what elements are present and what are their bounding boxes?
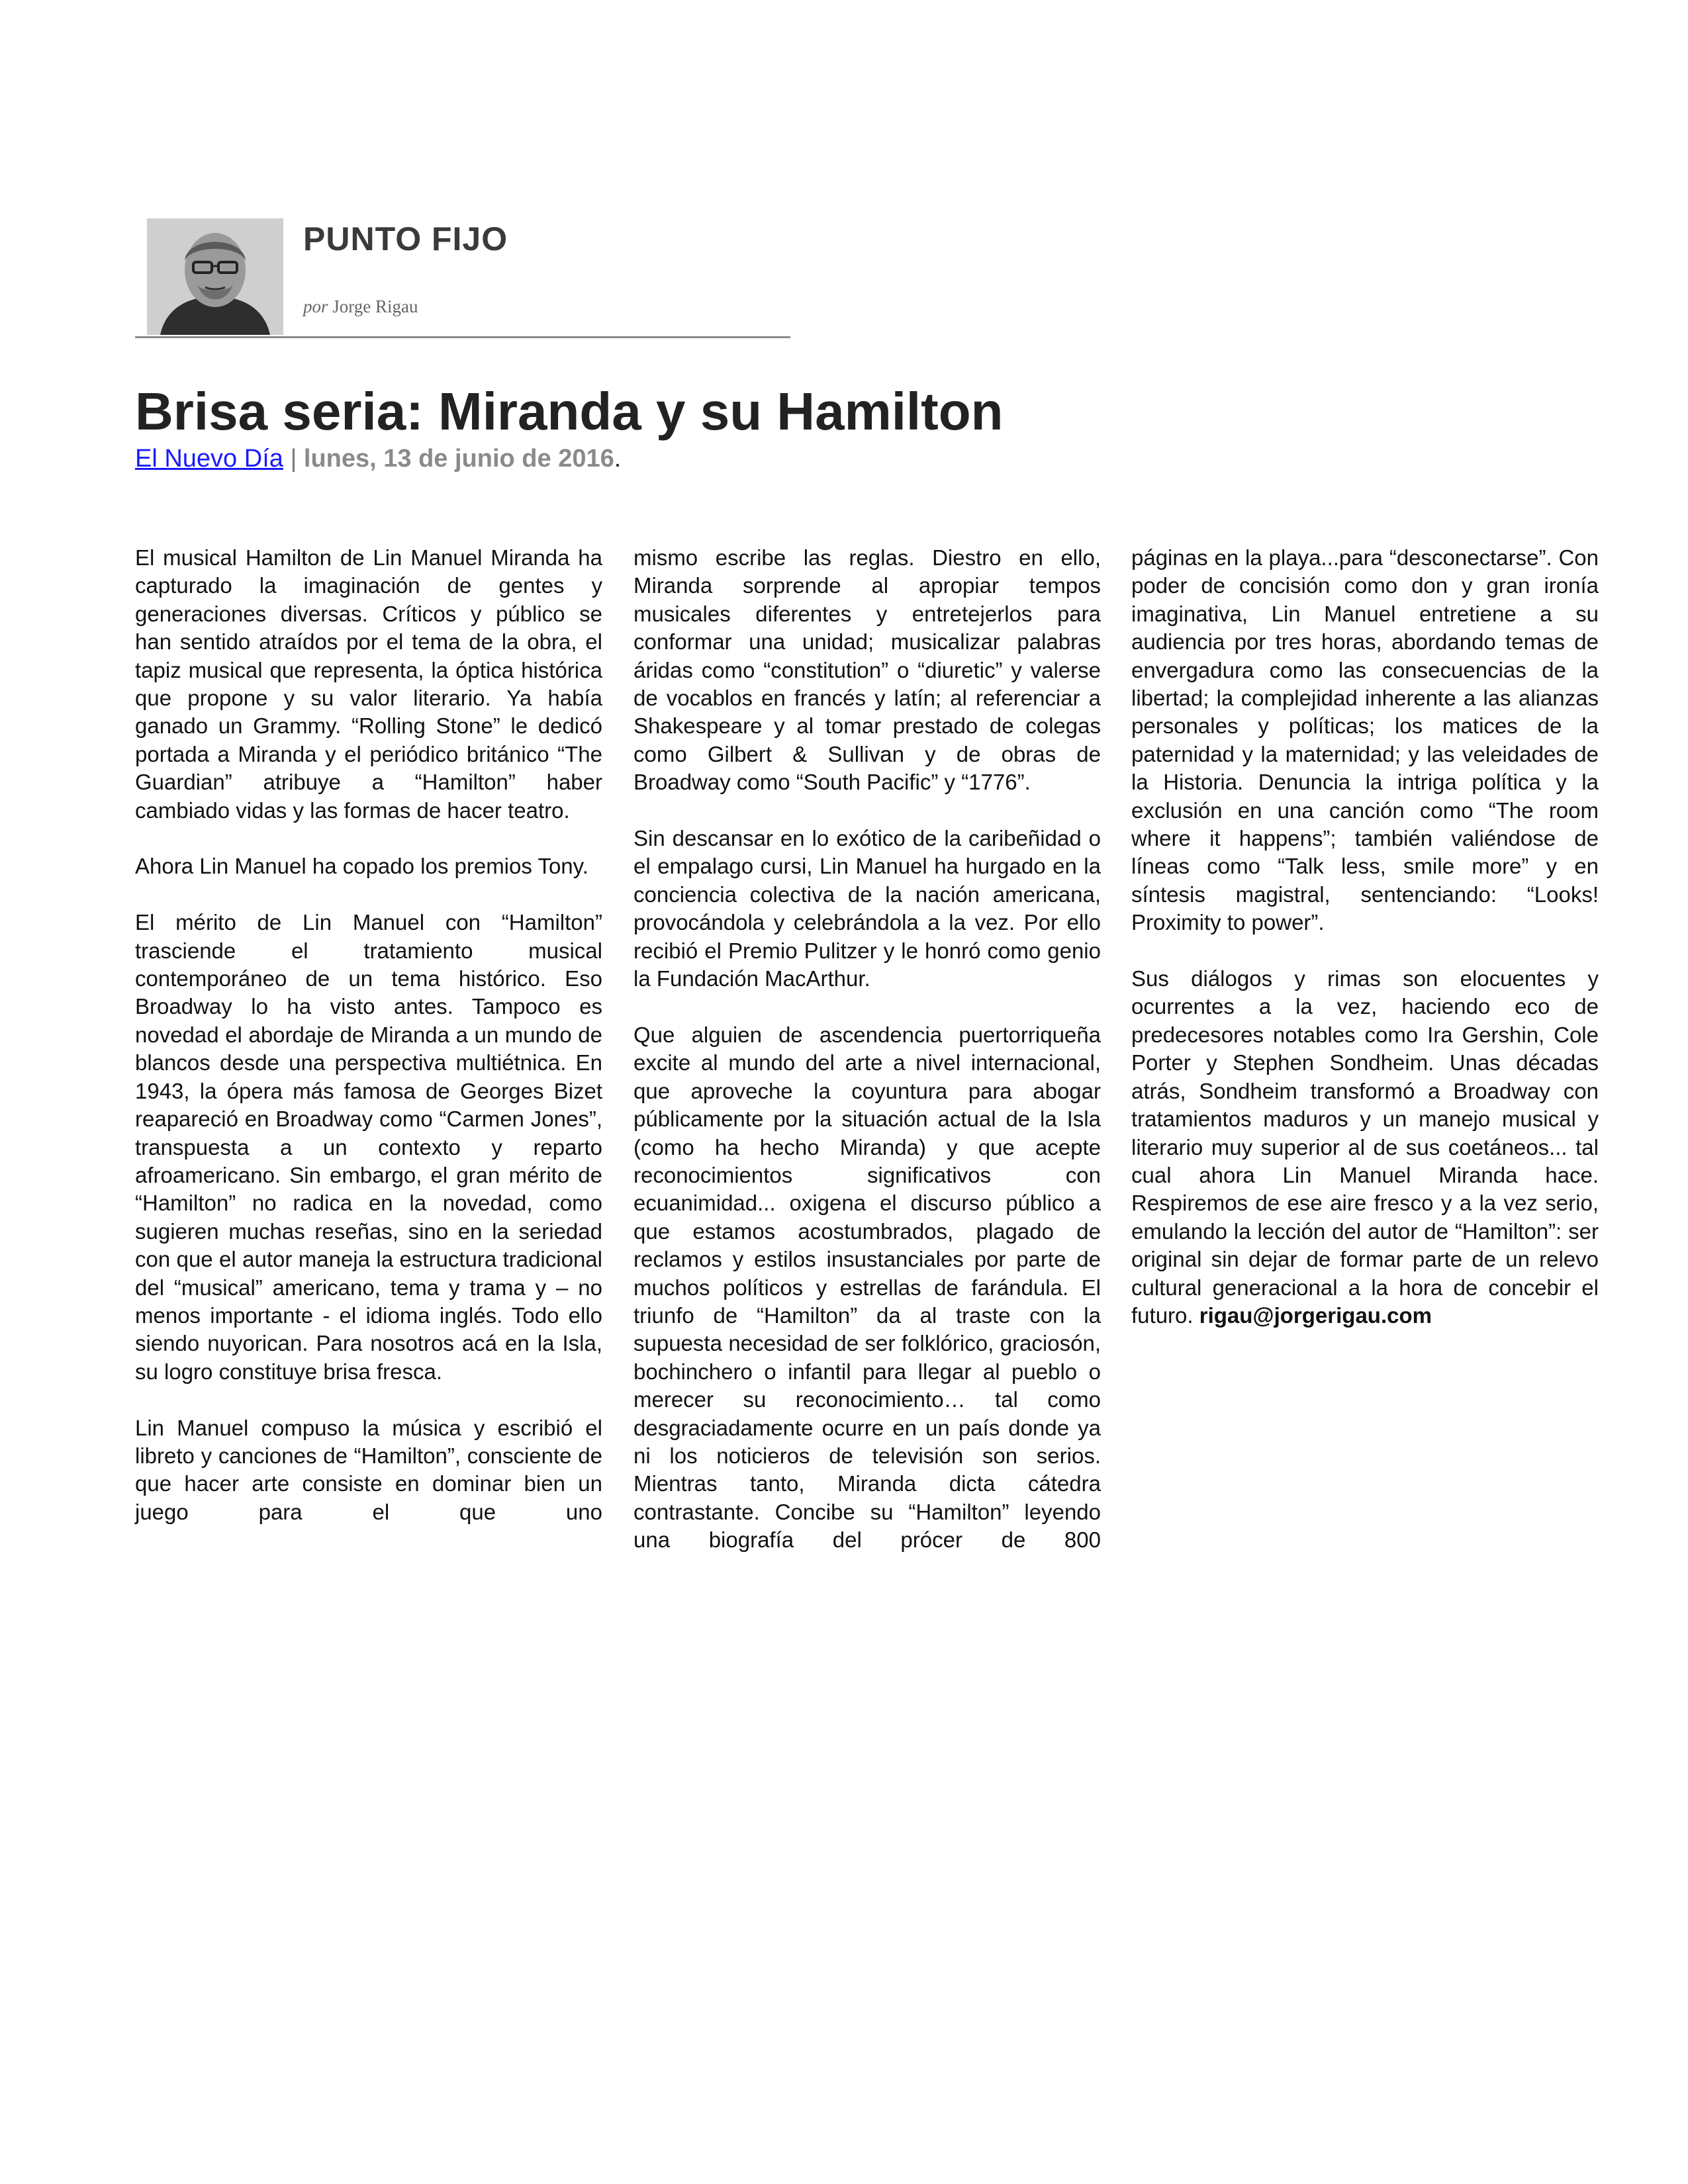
byline xyxy=(303,296,418,317)
article-paragraph: El mérito de Lin Manuel con “Hamilton” trasciende el tratamiento musical contemporáneo de un tema histórico. Eso Broadway lo ha visto antes. Tampoco es novedad el abordaje de Miranda a un mundo de blancos desde una perspectiva multiétnica. En 1943, la ópera más famosa de Georges Bizet reapareció en Broadway como “Carmen Jones”, transpuesta a un contexto y reparto afroamericano. Sin embargo, el gran mérito de “Hamilton” no radica en la novedad, como sugieren muchas reseñas, sino en la seriedad con que el autor maneja la estructura tradicional del “musical” americano, tema y trama y – no menos importante - el idioma inglés. Todo ello siendo nuyorican. Para nosotros acá en la Isla, su logro constituye brisa fresca. xyxy=(135,910,602,1384)
article-column-2 xyxy=(633,544,1101,1582)
article-paragraph: Ahora Lin Manuel ha copado los premios Tony. xyxy=(135,854,588,879)
author-email[interactable]: rigau@jorgerigau.com xyxy=(1199,1302,1432,1328)
article-paragraph: Lin Manuel compuso la música y escribió el libreto y canciones de “Hamilton”, consciente de que hacer arte consiste en dominar bien un juego para el que uno xyxy=(135,1415,602,1524)
article-paragraph: mismo escribe las reglas. Diestro en ello, Miranda sorprende al apropiar tempos musicales diferentes y entretejerlos para conformar una unidad; musicalizar palabras áridas como “constitution” o “diuretic” y valerse de vocablos en francés y latín; al referenciar a Shakespeare y al tomar prestado de colegas como Gilbert & Sullivan y de obras de Broadway como “South Pacific” y “1776”. xyxy=(633,545,1101,795)
article-paragraph xyxy=(1131,965,1599,1330)
article-headline: Brisa seria: Miranda y su Hamilton xyxy=(135,382,1004,441)
article-source-line xyxy=(135,445,621,473)
source-separator: | xyxy=(290,445,297,473)
author-name: Jorge Rigau xyxy=(332,296,418,316)
author-portrait-icon xyxy=(147,218,283,335)
publication-link[interactable]: El Nuevo Día xyxy=(135,445,283,473)
author-photo xyxy=(147,218,283,335)
byline-prefix: por xyxy=(303,296,328,316)
article-paragraph: Sin descansar en lo exótico de la caribeñidad o el empalago cursi, Lin Manuel ha hurgado en la conciencia colectiva de la nación americana, provocándola y celebrándola a la vez. Por ello recibió el Premio Pulitzer y le honró como genio la Fundación MacArthur. xyxy=(633,826,1101,991)
column-title: PUNTO FIJO xyxy=(303,220,508,257)
article-paragraph: El musical Hamilton de Lin Manuel Miranda ha capturado la imaginación de gentes y generaciones diversas. Críticos y público se han sentido atraídos por el tema de la obra, el tapiz musical que representa, la óptica histórica que propone y su valor literario. Ya había ganado un Grammy. “Rolling Stone” le dedicó portada a Miranda y el periódico británico “The Guardian” atribuye a “Hamilton” haber cambiado vidas y las formas de hacer teatro. xyxy=(135,545,602,823)
article-column-3 xyxy=(1131,544,1599,1358)
publication-date: lunes, 13 de junio de 2016 xyxy=(303,445,614,473)
closing-paragraph-text: Sus diálogos y rimas son elocuentes y ocurrentes a la vez, haciendo eco de predecesores notables como Ira Gershin, Cole Porter y Stephen Sondheim. Unas décadas atrás, Sondheim transformó a Broadway con tratamientos maduros y un manejo musical y literario muy superior al de sus coetáneos... tal cual ahora Lin Manuel Miranda hace. Respiremos de ese aire fresco y a la vez serio, emulando la lección del autor de “Hamilton”: ser original sin dejar de formar parte de un relevo cultural generacional a la hora de concebir el futuro. xyxy=(1131,966,1599,1328)
article-paragraph: Que alguien de ascendencia puertorriqueña excite al mundo del arte a nivel internacional, que aproveche la coyuntura para abogar públicamente por la situación actual de la Isla (como ha hecho Miranda) y que acepte reconocimientos significativos con ecuanimidad... oxigena el discurso público a que estamos acostumbrados, plagado de reclamos y estilos insustanciales por parte de muchos políticos y estrellas de farándula. El triunfo de “Hamilton” da al traste con la supuesta necesidad de ser folklórico, graciosón, bochinchero o infantil para llegar al pueblo o merecer su reconocimiento… tal como desgraciadamente ocurre en un país donde ya ni los noticieros de televisión son serios. Mientras tanto, Miranda dicta cátedra contrastante. Concibe su “Hamilton” leyendo una biografía del prócer de 800 xyxy=(633,1022,1101,1553)
article-column-1 xyxy=(135,544,602,1555)
date-period: . xyxy=(614,445,622,473)
article-paragraph: páginas en la playa...para “desconectarse”. Con poder de concisión como don y gran ironía imaginativa, Lin Manuel entretiene a su audiencia por tres horas, abordando temas de envergadura como las consecuencias de la libertad; la complejidad inherente a las alianzas personales y políticas; los matices de la paternidad y la maternidad; y las veleidades de la Historia. Denuncia la intriga política y la exclusión en una canción como “The room where it happens”; también valiéndose de líneas como “Talk less, smile more” y en síntesis magistral, sentenciando: “Looks! Proximity to power”. xyxy=(1131,545,1599,935)
column-masthead xyxy=(135,216,790,338)
